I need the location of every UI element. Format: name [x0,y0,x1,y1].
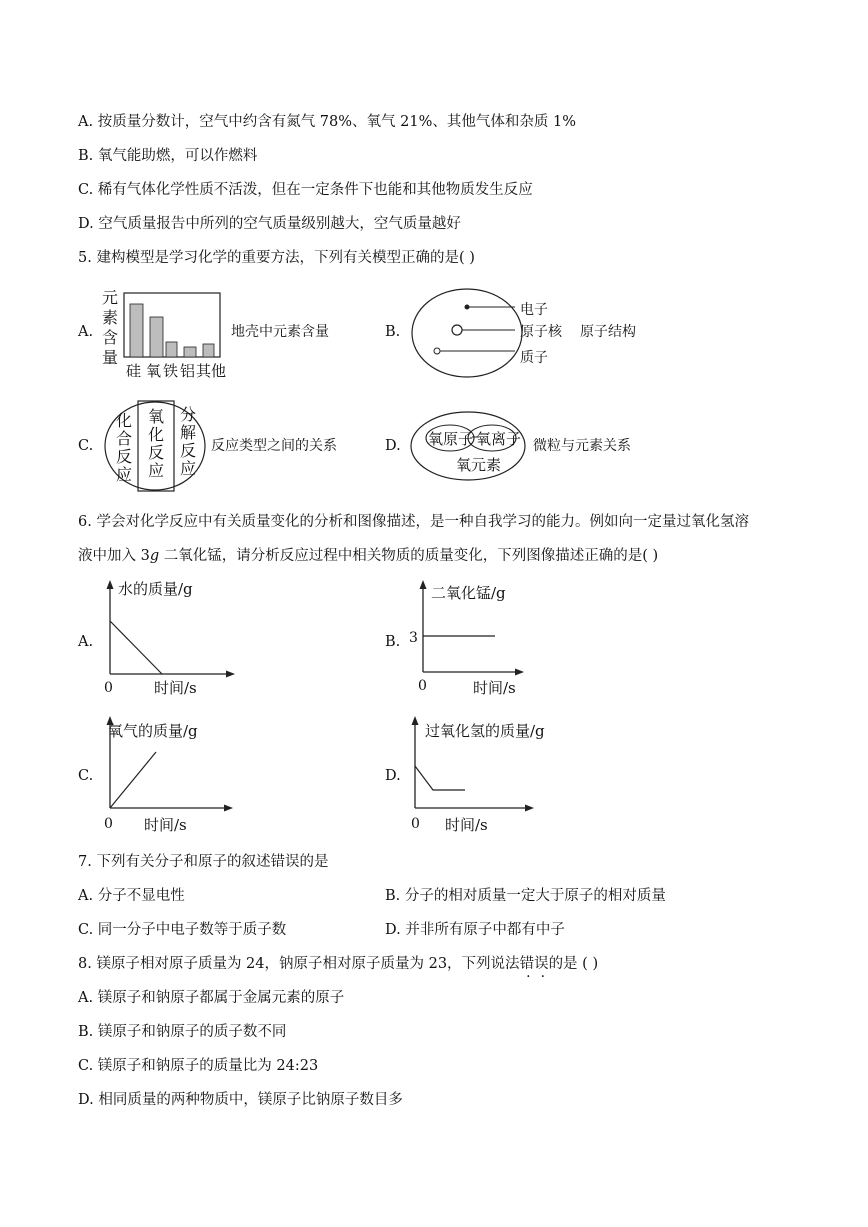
q5-a-xlabel-3: 铝 [180,362,196,380]
q5-b-label-proton: 质子 [520,350,548,366]
q6-c-ylabel: 氧气的质量/g [108,722,198,740]
q6-stem-line2-unit: g [149,548,160,564]
q8-stem-emphasis-1: 错 [519,956,535,972]
q6-c-xlabel: 时间/s [144,816,187,834]
q5-b-atom-outline [412,289,522,377]
q6-b-xlabel: 时间/s [473,679,516,697]
q5-c-region-oxidation-4: 应 [148,461,165,480]
q6-stem-line2-b: 二氧化锰，请分析反应过程中相关物质的质量变化，下列图像描述正确的是( ) [159,548,659,564]
q5-c-region-decomposition-3: 反 [180,441,197,460]
q5-a-xlabel-0: 硅 [126,362,142,380]
q7-option-a: A. 分子不显电性 [78,888,185,904]
q5-d-element-model [408,408,532,484]
q6-option-d-letter: D. [385,768,401,784]
q5-option-d-letter: D. [385,438,401,454]
q6-d-origin: 0 [411,816,420,832]
q5-a-ylabel-0: 元 [102,288,119,307]
q5-c-region-oxidation-3: 反 [148,443,165,462]
q5-b-proton [434,348,440,354]
q5-stem: 5. 建构模型是学习化学的重要方法，下列有关模型正确的是( ) [78,250,475,266]
q5-a-xlabel-1: 氧 [146,362,162,380]
q5-a-bar-model [98,285,228,381]
q6-a-ylabel: 水的质量/g [118,580,193,598]
q5-c-region-combination-4: 应 [116,465,133,484]
q6-b-ylabel: 二氧化锰/g [431,584,506,602]
q7-option-b: B. 分子的相对质量一定大于原子的相对质量 [385,888,666,904]
q6-option-c-letter: C. [78,768,94,784]
q4-option-a: A. 按质量分数计，空气中约含有氮气 78%、氧气 21%、其他气体和杂质 1% [78,114,576,130]
q5-c-region-oxidation-2: 化 [148,425,165,444]
q4-option-b: B. 氧气能助燃，可以作燃料 [78,148,258,164]
q5-b-label-electron: 电子 [520,302,548,318]
q5-c-region-oxidation-1: 氧 [148,407,165,426]
q5-b-electron-dot [465,305,470,310]
q6-a-xlabel: 时间/s [154,679,197,697]
q5-d-inner-left: 氧原子 [428,430,474,448]
q5-d-inner-right: 氧离子 [476,430,522,448]
q6-b-origin: 0 [418,678,427,694]
q5-c-reaction-model [102,398,210,494]
q6-d-xlabel: 时间/s [445,816,488,834]
q5-a-xlabel-2: 铁 [163,362,179,380]
q7-stem: 7. 下列有关分子和原子的叙述错误的是 [78,854,329,870]
q5-a-bar-iron [166,342,177,357]
q8-stem-b: 的是 ( ) [548,956,599,972]
q6-option-b-letter: B. [385,634,401,650]
q6-stem-line1: 6. 学会对化学反应中有关质量变化的分析和图像描述，是一种自我学习的能力。例如向一定量过氧化氢溶 [78,514,749,530]
q6-c-series-line [110,752,156,808]
q6-option-a-letter: A. [78,634,94,650]
q7-option-c: C. 同一分子中电子数等于质子数 [78,922,287,938]
q5-a-bar-aluminum [184,347,196,357]
q5-a-xlabel-4: 其他 [196,362,227,380]
q8-option-c: C. 镁原子和钠原子的质量比为 24:23 [78,1058,319,1074]
q5-b-label-nucleus: 原子核 [520,324,562,340]
q6-graph-b [405,576,565,698]
q6-a-series-line [110,621,162,674]
q8-option-d: D. 相同质量的两种物质中，镁原子比钠原子数目多 [78,1092,403,1108]
q5-a-bar-silicon [130,304,143,357]
q6-a-origin: 0 [104,680,113,696]
q5-d-outer-label: 氧元素 [456,456,502,474]
q5-option-a-letter: A. [78,324,94,340]
q8-option-b: B. 镁原子和钠原子的质子数不同 [78,1024,287,1040]
q4-option-d: D. 空气质量报告中所列的空气质量级别越大，空气质量越好 [78,216,461,232]
q5-c-region-decomposition-1: 分 [180,405,197,424]
q5-option-c-letter: C. [78,438,94,454]
q5-c-caption: 反应类型之间的关系 [211,438,337,454]
q6-graph-a [98,576,258,698]
q8-stem-emphasis-2: 误 [534,956,549,972]
q5-b-nucleus [452,325,462,335]
q6-d-ylabel: 过氧化氢的质量/g [425,722,545,740]
q8-option-a: A. 镁原子和钠原子都属于金属元素的原子 [78,990,345,1006]
q6-stem-line2-a: 液中加入 3 [78,548,150,564]
q5-c-region-combination-3: 反 [116,447,133,466]
q5-a-caption: 地壳中元素含量 [231,324,329,340]
q5-a-ylabel-2: 含 [102,328,119,347]
q5-d-caption: 微粒与元素关系 [533,438,631,454]
q5-b-caption: 原子结构 [580,324,636,340]
q6-b-ytick: 3 [409,630,418,646]
q4-option-c: C. 稀有气体化学性质不活泼，但在一定条件下也能和其他物质发生反应 [78,182,533,198]
q5-c-region-decomposition-4: 应 [180,459,197,478]
q5-a-ylabel-1: 素 [102,308,119,327]
q6-stem-line2 [78,546,658,566]
q5-a-ylabel-3: 量 [102,348,119,367]
q5-c-region-combination-1: 化 [116,411,133,430]
q5-c-region-combination-2: 合 [116,429,133,448]
q8-stem-a: 8. 镁原子相对原子质量为 24，钠原子相对原子质量为 23，下列说法 [78,956,520,972]
q6-d-series-line [415,766,465,790]
q6-graph-c [98,712,258,838]
q5-a-bar-other [203,344,214,357]
q6-graph-d [405,712,565,838]
q5-c-region-decomposition-2: 解 [180,423,197,442]
q5-a-bar-oxygen [150,317,163,357]
q7-option-d: D. 并非所有原子中都有中子 [385,922,565,938]
q6-c-origin: 0 [104,816,113,832]
q5-option-b-letter: B. [385,324,401,340]
q8-stem [78,954,598,974]
